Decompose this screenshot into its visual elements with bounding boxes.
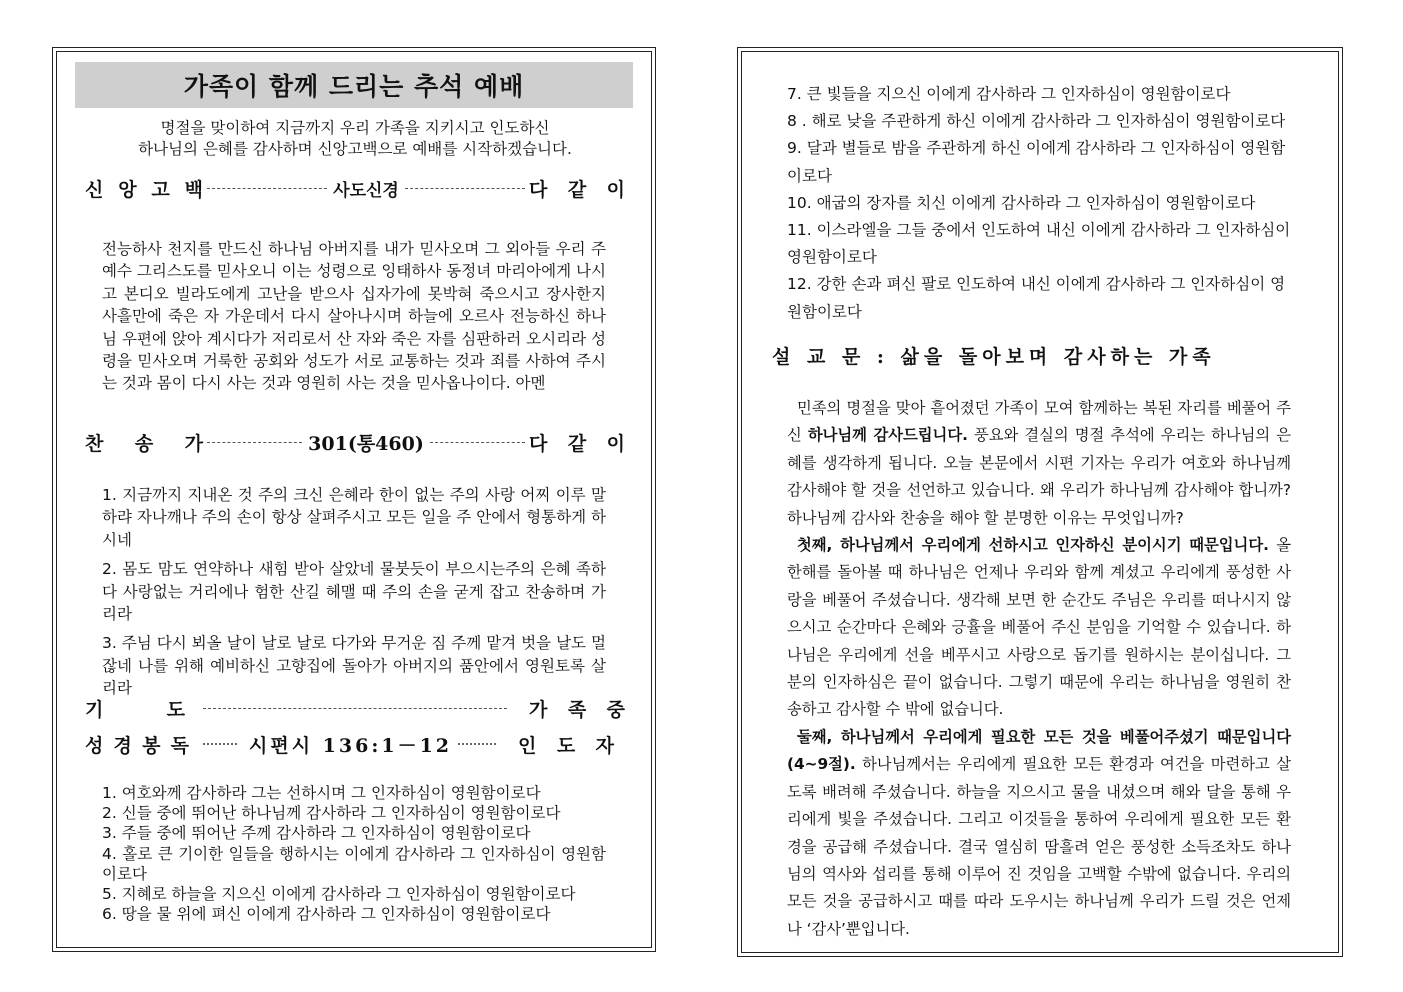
scripture-verse: 6. 땅을 물 위에 펴신 이에게 감사하라 그 인자하심이 영원함이로다 xyxy=(102,905,551,924)
creed-title: 사도신경 xyxy=(333,180,399,201)
scripture-verse: 12. 강한 손과 펴신 팔로 인도하여 내신 이에게 감사하라 그 인자하심이 영원함이로다 xyxy=(787,275,1286,321)
leader-char: 다 xyxy=(529,432,548,455)
scripture-verse: 9. 달과 별들로 밤을 주관하게 하신 이에게 감사하라 그 인자하심이 영원함이로다 xyxy=(787,139,1286,185)
leader-line xyxy=(405,188,525,189)
label-char: 성 xyxy=(85,734,104,757)
sermon-paragraph xyxy=(787,532,1291,724)
creed-heading-row xyxy=(85,175,625,201)
leader-char: 이 xyxy=(606,432,625,455)
label-char: 고 xyxy=(151,178,170,201)
sermon-emphasis: 둘째, 하나님께서 우리에게 필요한 모든 것을 베풀어주셨기 때문입니다(4~9절). xyxy=(787,727,1291,774)
sermon-text-run: 민족의 명절을 맞아 흩어졌던 가족이 모여 함께하는 복된 자리를 베풀어 주신 xyxy=(787,399,1291,445)
hymn-leader xyxy=(529,429,625,456)
sermon-paragraph xyxy=(787,395,1291,532)
scripture-verse: 2. 신들 중에 뛰어난 하나님께 감사하라 그 인자하심이 영원함이로다 xyxy=(102,804,561,823)
sermon-text xyxy=(787,395,1291,943)
scripture-verse: 3. 주들 중에 뛰어난 주께 감사하라 그 인자하심이 영원함이로다 xyxy=(102,824,531,843)
leader-char: 같 xyxy=(567,178,587,201)
hymn-verse: 1. 지금까지 지내온 것 주의 크신 은혜라 한이 없는 주의 사랑 어찌 이루 말하랴 자나깨나 주의 손이 항상 살펴주시고 모든 일을 주 안에서 형통하게 하시네 xyxy=(102,486,606,549)
creed-label xyxy=(85,175,203,202)
intro-line: 하나님의 은혜를 감사하며 신앙고백으로 예배를 시작하겠습니다. xyxy=(138,140,572,158)
sermon-text-run: 풍요와 결실의 명절 추석에 우리는 하나님의 은혜를 생각하게 됩니다. 오늘 본문에서 시편 기자는 우리가 여호와 하나님께 감사해야 할 것을 선언하고 있습니다. 왜 우리가 하나님께 감사해야 합니까? 하나님께 감사와 찬송을 해야 할 분명한 이유는 무엇입니까? xyxy=(787,426,1291,527)
label-char: 가 xyxy=(184,432,203,455)
hymn-verse: 2. 몸도 맘도 연약하나 새힘 받아 살았네 물붓듯이 부으시는주의 은혜 족하다 사랑없는 거리에나 험한 산길 헤맬 때 주의 손을 굳게 잡고 찬송하며 가리라 xyxy=(102,560,606,624)
sermon-text-run: 하나님께서는 우리에게 필요한 모든 환경과 여건을 마련하고 살도록 배려해 주셨습니다. 하늘을 지으시고 물을 내셨으며 해와 달을 통해 우리에게 빛을 주셨습니다. 그리고 이것들을 통하여 우리에게 필요한 모든 환경을 공급해 주셨습니다. 결국 열심히 땀흘려 얻은 풍성한 소득조차도 하나님의 역사와 섭리를 통해 이루어 진 것임을 고백할 수밖에 없습니다. 우리의 모든 것을 공급하시고 때를 따라 도우시는 하나님께 우리가 드릴 것은 언제나 ‘감사’뿐입니다. xyxy=(787,755,1291,938)
leader-line xyxy=(458,743,496,745)
reading-heading-row xyxy=(85,731,625,757)
leader-char: 이 xyxy=(606,178,625,201)
sermon-paragraph xyxy=(787,724,1291,943)
scripture-list-right xyxy=(787,81,1291,326)
hymn-verse: 3. 주님 다시 뵈올 날이 날로 날로 다가와 무거운 짐 주께 맡겨 벗을 날도 멀잖네 나를 위해 예비하신 고향집에 돌아가 아버지의 품안에서 영원토록 살리라 xyxy=(102,634,606,698)
label-char: 경 xyxy=(113,734,132,757)
leader-line xyxy=(430,442,525,443)
intro-text xyxy=(80,118,630,160)
hymn-number: 301(통460) xyxy=(308,432,424,455)
leader-line xyxy=(203,708,507,709)
leader-char: 가 xyxy=(529,698,548,721)
scripture-verse: 11. 이스라엘을 그들 중에서 인도하여 내신 이에게 감사하라 그 인자하심이 영원함이로다 xyxy=(787,221,1291,267)
leader-line xyxy=(203,743,237,745)
leader-char: 족 xyxy=(567,698,587,721)
page-title: 가족이 함께 드리는 추석 예배 xyxy=(75,62,633,108)
scripture-verse: 5. 지혜로 하늘을 지으신 이에게 감사하라 그 인자하심이 영원함이로다 xyxy=(102,885,576,904)
label-char: 독 xyxy=(170,734,189,757)
prayer-leader xyxy=(529,695,625,722)
scripture-verse: 1. 여호와께 감사하라 그는 선하시며 그 인자하심이 영원함이로다 xyxy=(102,784,541,802)
leader-line xyxy=(207,442,302,443)
leader-char: 같 xyxy=(567,432,587,455)
label-char: 앙 xyxy=(118,178,137,201)
scripture-verse: 7. 큰 빛들을 지으신 이에게 감사하라 그 인자하심이 영원함이로다 xyxy=(787,85,1231,103)
scripture-verse: 10. 애굽의 장자를 치신 이에게 감사하라 그 인자하심이 영원함이로다 xyxy=(787,193,1256,212)
leader-char: 인 xyxy=(518,734,537,757)
label-char: 도 xyxy=(166,698,185,721)
prayer-label xyxy=(85,695,185,722)
reading-passage: 시편시 136:1－12 xyxy=(249,734,453,757)
label-char: 기 xyxy=(85,698,104,721)
creed-text: 전능하사 천지를 만드신 하나님 아버지를 내가 믿사오며 그 외아들 우리 주 예수 그리스도를 믿사오니 이는 성령으로 잉태하사 동정녀 마리아에게 나시고 본디오 빌라도에게 고난을 받으사 십자가에 못박혀 죽으시고 장사한지 사흘만에 죽은 자 가운데서 다시 살아나시며 하늘에 오르사 전능하신 하나님 우편에 앉아 계시다가 저리로서 산 자와 죽은 자를 심판하러 오시리라 성령을 믿사오며 거룩한 공회와 성도가 서로 교통하는 것과 죄를 사하여 주시는 것과 몸이 다시 사는 것과 영원히 사는 것을 믿사옵나이다. 아멘 xyxy=(102,240,606,393)
label-char: 찬 xyxy=(85,432,104,455)
scripture-verse: 8 . 해로 낮을 주관하게 하신 이에게 감사하라 그 인자하심이 영원함이로다 xyxy=(787,112,1286,131)
scripture-verse: 4. 홀로 큰 기이한 일들을 행하시는 이에게 감사하라 그 인자하심이 영원함이로다 xyxy=(102,844,606,883)
creed-leader xyxy=(529,175,625,202)
hymn-heading-row xyxy=(85,429,625,455)
sermon-emphasis: 첫째, 하나님께서 우리에게 선하시고 인자하신 분이시기 때문입니다. xyxy=(797,536,1269,555)
label-char: 백 xyxy=(184,178,203,201)
leader-char: 다 xyxy=(529,178,548,201)
hymn-lyrics xyxy=(102,484,606,707)
prayer-heading-row xyxy=(85,695,625,721)
sermon-title: 설 교 문 : 삶을 돌아보며 감사하는 가족 xyxy=(772,345,1216,368)
hymn-label xyxy=(85,429,203,456)
scripture-list-left xyxy=(102,783,606,924)
reading-leader xyxy=(518,731,614,758)
leader-line xyxy=(207,188,327,189)
leader-char: 자 xyxy=(595,734,614,757)
sermon-text-run: 올 한해를 돌아볼 때 하나님은 언제나 우리와 함께 계셨고 우리에게 풍성한 사랑을 베풀어 주셨습니다. 생각해 보면 한 순간도 주님은 우리를 떠나시지 않으시고 순간마다 은혜와 긍휼을 베풀어 주신 분임을 기억할 수 있습니다. 하나님은 우리에게 선을 베푸시고 사랑으로 돕기를 원하시는 분이십니다. 그 분의 인자하심은 끝이 없습니다. 그렇기 때문에 우리는 하나님을 영원히 찬송하고 감사할 수 밖에 없습니다. xyxy=(787,536,1292,719)
leader-char: 도 xyxy=(556,734,576,757)
label-char: 송 xyxy=(134,432,154,455)
leader-char: 중 xyxy=(606,698,625,721)
sermon-emphasis: 하나님께 감사드립니다. xyxy=(807,426,968,445)
label-char: 봉 xyxy=(142,734,161,757)
reading-label xyxy=(85,731,189,758)
label-char: 신 xyxy=(85,178,104,201)
intro-line: 명절을 맞이하여 지금까지 우리 가족을 지키시고 인도하신 xyxy=(160,119,550,137)
